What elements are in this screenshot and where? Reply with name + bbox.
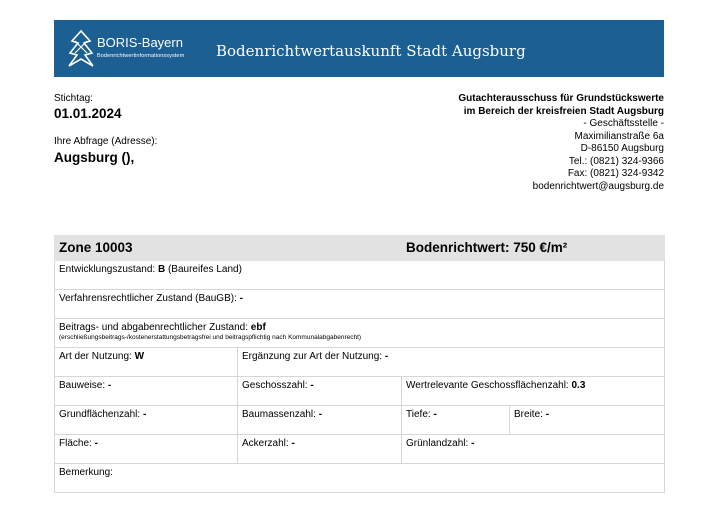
beitrags-value: ebf [250, 322, 266, 333]
ergaenzung-cell [238, 348, 665, 377]
verfahren-cell [55, 290, 665, 319]
breite-cell [510, 406, 665, 435]
ergaenzung-label: Ergänzung zur Art der Nutzung: [242, 351, 385, 362]
breite-label: Breite: [514, 409, 546, 420]
beitrags-note: (erschließungsbeitrags-/kostenerstattungsbetragsfrei und beitragspflichtig nach Kommunalabgabenrecht) [59, 334, 362, 341]
zone-header-row [55, 236, 665, 261]
table-row [55, 435, 665, 464]
office-street: Maximilianstraße 6a [574, 130, 664, 142]
art-value: W [134, 351, 145, 362]
beitrags-label: Beitrags- und abgabenrechtlicher Zustand: [59, 322, 251, 333]
stichtag-value: 01.01.2024 [54, 106, 122, 121]
land-value-table [54, 235, 665, 493]
entwicklung-text: (Baureifes Land) [165, 264, 242, 275]
bmz-cell [238, 406, 402, 435]
beitrags-cell [55, 319, 665, 348]
gruen-value: - [471, 438, 475, 449]
page-title: Bodenrichtwertauskunft Stadt Augsburg [216, 42, 526, 60]
brand-subtitle: Bodenrichtwertinformationssystem [97, 53, 185, 59]
bauweise-cell [55, 377, 238, 406]
entwicklung-code: B [157, 264, 166, 275]
office-city: D-86150 Augsburg [580, 143, 664, 154]
grz-label: Grundflächenzahl: [59, 409, 143, 420]
table-row [55, 377, 665, 406]
office-address [458, 93, 664, 193]
bmz-label: Baumassenzahl: [242, 409, 319, 420]
tiefe-value: - [433, 409, 437, 420]
boris-logo-icon [66, 29, 96, 69]
table-row [55, 406, 665, 435]
grz-value: - [142, 409, 147, 420]
wgfz-cell [402, 377, 665, 406]
entwicklung-label: Entwicklungszustand: [59, 264, 158, 275]
entwicklung-cell [55, 261, 665, 290]
header-banner [54, 20, 664, 77]
tiefe-cell [402, 406, 510, 435]
zone-id: Zone 10003 [55, 236, 402, 261]
tiefe-label: Tiefe: [406, 409, 434, 420]
wgfz-label: Wertrelevante Geschossflächenzahl: [406, 380, 572, 391]
ergaenzung-value: - [384, 351, 389, 362]
bauweise-label: Bauweise: [59, 380, 108, 391]
address-value: Augsburg (), [54, 150, 135, 165]
bemerkung-label: Bemerkung: [59, 467, 113, 478]
office-fax: Fax: (0821) 324-9342 [567, 168, 664, 179]
acker-cell [238, 435, 402, 464]
table-row [55, 348, 665, 377]
geschoss-value: - [310, 380, 314, 391]
table-row [55, 290, 665, 319]
stichtag-label: Stichtag: [54, 93, 93, 104]
bauweise-value: - [107, 380, 112, 391]
office-phone: Tel.: (0821) 324-9366 [568, 155, 664, 167]
geschoss-label: Geschosszahl: [242, 380, 311, 391]
geschoss-cell [238, 377, 402, 406]
verfahren-value: - [239, 293, 243, 304]
flaeche-label: Fläche: [59, 438, 95, 449]
gruen-label: Grünlandzahl: [406, 438, 472, 449]
gruen-cell [402, 435, 665, 464]
address-label: Ihre Abfrage (Adresse): [54, 136, 158, 147]
verfahren-label: Verfahrensrechtlicher Zustand (BauGB): [59, 293, 240, 304]
flaeche-cell [55, 435, 238, 464]
wgfz-value: 0.3 [571, 380, 586, 391]
breite-value: - [545, 409, 550, 420]
acker-label: Ackerzahl: [242, 438, 292, 449]
table-row [55, 319, 665, 348]
office-name-line1: Gutachterausschuss für Grundstückswerte [458, 93, 664, 104]
land-value: Bodenrichtwert: 750 €/m² [402, 236, 665, 261]
office-dept: - Geschäftsstelle - [583, 118, 664, 129]
table-row [55, 261, 665, 290]
bmz-value: - [318, 409, 323, 420]
brand-name: BORIS-Bayern [97, 35, 183, 50]
office-name-line2: im Bereich der kreisfreien Stadt Augsburg [463, 105, 664, 117]
office-email: bodenrichtwert@augsburg.de [532, 180, 664, 192]
art-cell [55, 348, 238, 377]
grz-cell [55, 406, 238, 435]
acker-value: - [291, 438, 295, 449]
art-label: Art der Nutzung: [59, 351, 135, 362]
bemerkung-cell [55, 464, 665, 493]
table-row [55, 464, 665, 493]
flaeche-value: - [94, 438, 98, 449]
